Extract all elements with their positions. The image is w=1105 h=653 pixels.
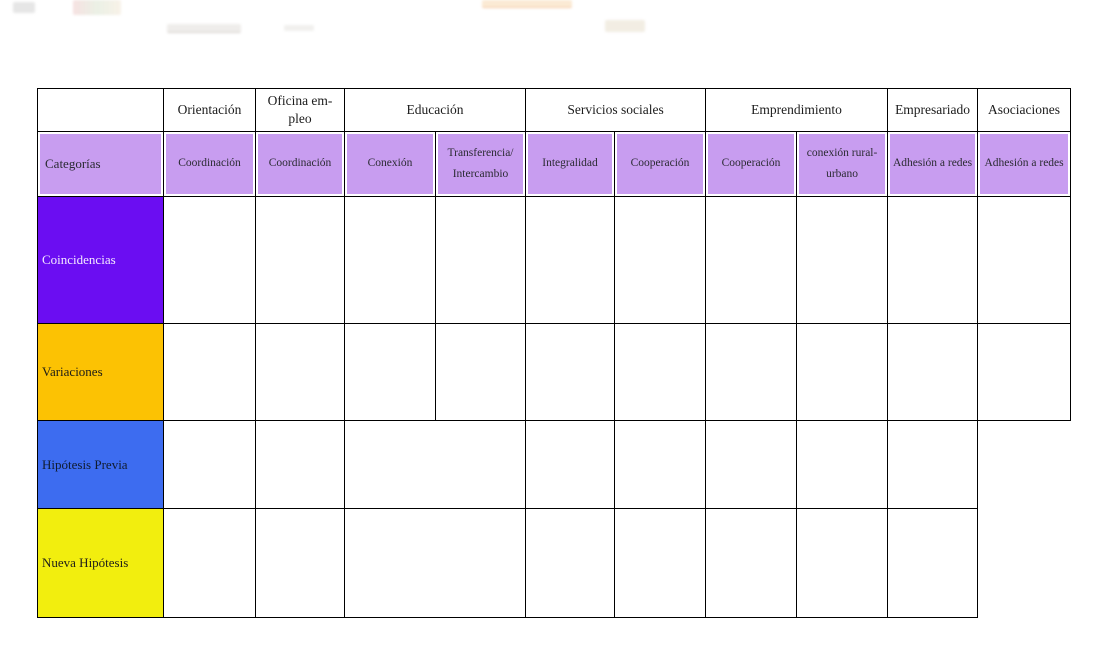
table-cell [436,197,526,324]
table-cell [164,509,256,618]
table-cell [526,324,615,421]
row-hipotesis-previa [38,421,1071,509]
col-header-asociaciones: Asociaciones [978,89,1071,132]
ghost-mark [605,20,645,32]
table-cell-merged-educacion [345,421,526,509]
corner-cell [38,89,164,132]
subheader-adhesion-redes-1: Adhesión a redes [888,132,978,197]
table-cell [888,421,978,509]
table-cell-merged-educacion [345,509,526,618]
table-cell [256,197,345,324]
ghost-mark [13,2,35,13]
table-cell [797,509,888,618]
category-subheader-row [38,132,1071,197]
table-cell [526,421,615,509]
table-cell [615,324,706,421]
subheader-cooperacion-1: Cooperación [615,132,706,197]
table-cell [706,509,797,618]
row-label-coincidencias: Coincidencias [38,197,164,324]
categories-label-cell: Categorías [38,132,164,197]
ghost-mark [284,25,314,31]
row-label-hipotesis-previa: Hipótesis Previa [38,421,164,509]
subheader-coordinacion-1: Coordinación [164,132,256,197]
table-cell [888,324,978,421]
top-header-row [38,89,1071,132]
table-cell [164,197,256,324]
table-cell [256,421,345,509]
col-header-orientacion: Orientación [164,89,256,132]
subheader-cooperacion-2: Cooperación [706,132,797,197]
table-cell [256,509,345,618]
table-cell [615,509,706,618]
row-variaciones [38,324,1071,421]
table-cell [526,197,615,324]
col-header-servicios-sociales: Servicios sociales [526,89,706,132]
table-cell [164,324,256,421]
subheader-integralidad: Integralidad [526,132,615,197]
subheader-conexion-rural-urbano: conexión rural-urbano [797,132,888,197]
col-header-educacion: Educación [345,89,526,132]
ghost-mark [482,0,572,8]
table-cell [706,421,797,509]
row-nueva-hipotesis [38,509,1071,618]
table-cell [345,324,436,421]
table-cell [706,197,797,324]
table-cell [888,197,978,324]
ghost-mark [73,0,121,15]
subheader-adhesion-redes-2: Adhesión a redes [978,132,1071,197]
table-cell [256,324,345,421]
categories-matrix-table [37,88,1071,618]
table-cell [436,324,526,421]
table-cell [706,324,797,421]
table-cell [797,324,888,421]
table-cell [164,421,256,509]
row-coincidencias [38,197,1071,324]
subheader-coordinacion-2: Coordinación [256,132,345,197]
col-header-oficina-empleo: Oficina em-pleo [256,89,345,132]
table-cell [978,197,1071,324]
table-cell [888,509,978,618]
table-cell [797,421,888,509]
row-label-nueva-hipotesis: Nueva Hipótesis [38,509,164,618]
table-cell [526,509,615,618]
table-cell [615,197,706,324]
row-label-variaciones: Variaciones [38,324,164,421]
subheader-conexion: Conexión [345,132,436,197]
table-cell [978,324,1071,421]
col-header-emprendimiento: Emprendimiento [706,89,888,132]
col-header-empresariado: Empresariado [888,89,978,132]
table-cell [797,197,888,324]
subheader-transferencia-intercambio: Transferencia/ Intercambio [436,132,526,197]
table-cell [615,421,706,509]
table-cell [345,197,436,324]
ghost-mark [167,24,241,33]
